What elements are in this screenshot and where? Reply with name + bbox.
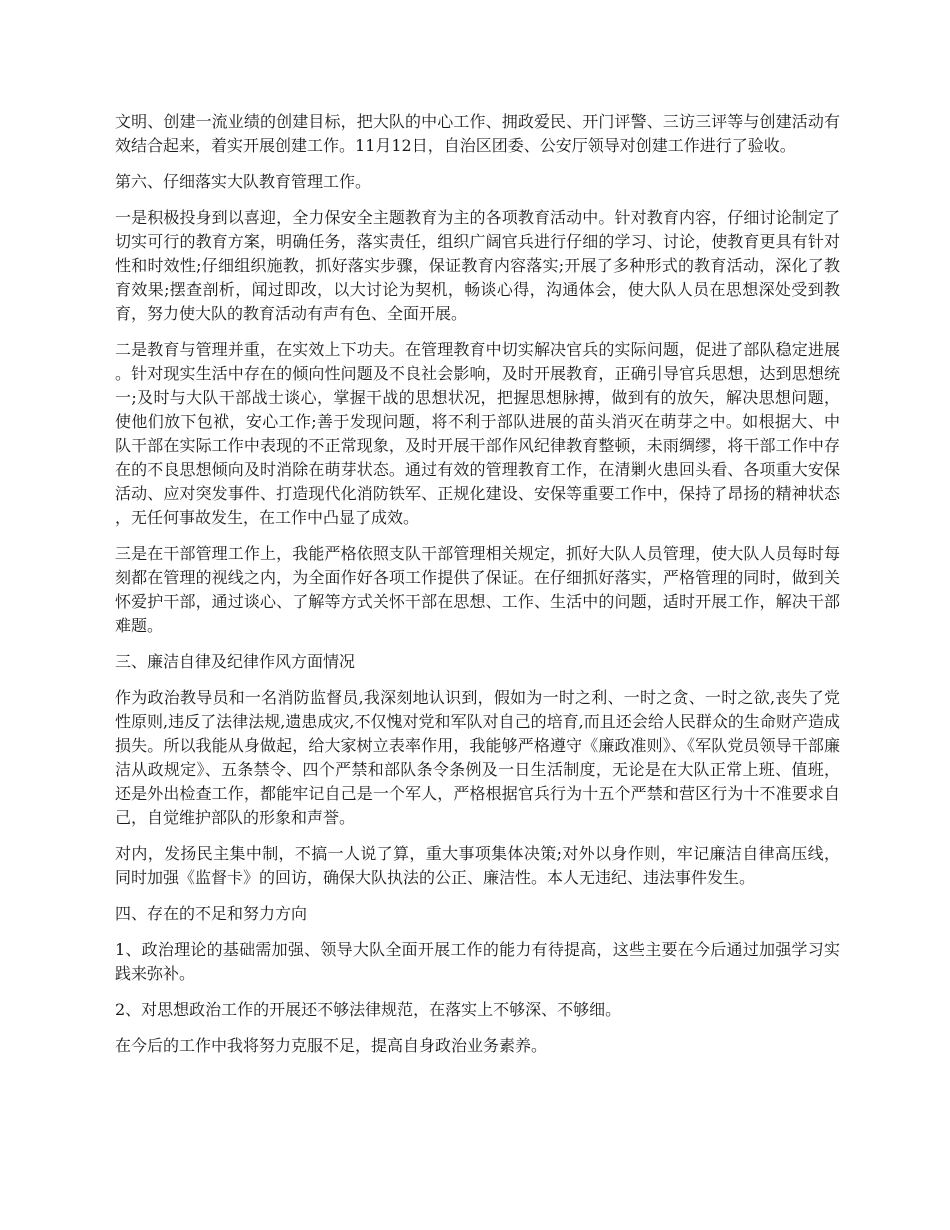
paragraph-education-activities: 一是积极投身到以喜迎，全力保安全主题教育为主的各项教育活动中。针对教育内容，仔细讨论制定了切实可行的教育方案，明确任务，落实责任，组织广阔官兵进行仔细的学习、讨论，使教育更具有针对性和时效性;仔细组织施教，抓好落实步骤，保证教育内容落实;开展了多种形式的教育活动，深化了教育效果;摆查剖析，闻过即改，以大讨论为契机，畅谈心得，沟通体会，使大队人员在思想深处受到教育，努力使大队的教育活动有声有色、全面开展。 <box>115 208 840 323</box>
paragraph-integrity-awareness: 作为政治教导员和一名消防监督员,我深刻地认识到，假如为一时之利、一时之贪、一时之欲,丧失了党性原则,违反了法律法规,遗患成灾,不仅愧对党和军队对自己的培育,而且还会给人民群众的生命财产造成损失。所以我能从身做起，给大家树立表率作用，我能够严格遵守《廉政准则》、《军队党员领导干部廉洁从政规定》、五条禁令、四个严禁和部队条令条例及一日生活制度，无论是在大队正常上班、值班，还是外出检查工作，都能牢记自己是一个军人，严格根据官兵行为十五个严禁和营区行为十不准要求自己，自觉维护部队的形象和声誉。 <box>115 688 840 827</box>
list-item-shortcoming-1: 1、政治理论的基础需加强、领导大队全面开展工作的能力有待提高，这些主要在今后通过加强学习实践来弥补。 <box>115 940 840 983</box>
heading-shortcomings: 四、存在的不足和努力方向 <box>115 904 308 923</box>
heading-integrity-discipline: 三、廉洁自律及纪律作风方面情况 <box>115 652 356 671</box>
list-item-shortcoming-2: 2、对思想政治工作的开展还不够法律规范，在落实上不够深、不够细。 <box>115 1000 622 1019</box>
paragraph-cadre-management: 三是在干部管理工作上，我能严格依照支队干部管理相关规定，抓好大队人员管理，使大队人员每时每刻都在管理的视线之内，为全面作好各项工作提供了保证。在仔细抓好落实，严格管理的同时，做到关怀爱护干部，通过谈心、了解等方式关怀干部在思想、工作、生活中的问题，适时开展工作，解决干部难题。 <box>115 544 840 635</box>
heading-section-six: 第六、仔细落实大队教育管理工作。 <box>115 172 372 191</box>
paragraph-creation-goals: 文明、创建一流业绩的创建目标，把大队的中心工作、拥政爱民、开门评警、三访三评等与创建活动有效结合起来，着实开展创建工作。11月12日，自治区团委、公安厅领导对创建工作进行了验收。 <box>115 112 840 155</box>
paragraph-education-management: 二是教育与管理并重，在实效上下功夫。在管理教育中切实解决官兵的实际问题，促进了部队稳定进展。针对现实生活中存在的倾向性问题及不良社会影响，及时开展教育，正确引导官兵思想，达到思想统一;及时与大队干部战士谈心，掌握干战的思想状况，把握思想脉搏，做到有的放矢，解决思想问题，使他们放下包袱，安心工作;善于发现问题，将不利于部队进展的苗头消灭在萌芽之中。如根据大、中队干部在实际工作中表现的不正常现象，及时开展干部作风纪律教育整顿，未雨绸缪，将干部工作中存在的不良思想倾向及时消除在萌芽状态。通过有效的管理教育工作，在清剿火患回头看、各项重大安保活动、应对突发事件、打造现代化消防铁军、正规化建设、安保等重要工作中，保持了昂扬的精神状态，无任何事故发生，在工作中凸显了成效。 <box>115 340 840 527</box>
paragraph-conclusion: 在今后的工作中我将努力克服不足，提高自身政治业务素养。 <box>115 1036 548 1055</box>
document-body <box>115 110 840 1070</box>
paragraph-democratic-centralism: 对内，发扬民主集中制，不搞一人说了算，重大事项集体决策;对外以身作则，牢记廉洁自律高压线，同时加强《监督卡》的回访，确保大队执法的公正、廉洁性。本人无违纪、违法事件发生。 <box>115 844 840 887</box>
